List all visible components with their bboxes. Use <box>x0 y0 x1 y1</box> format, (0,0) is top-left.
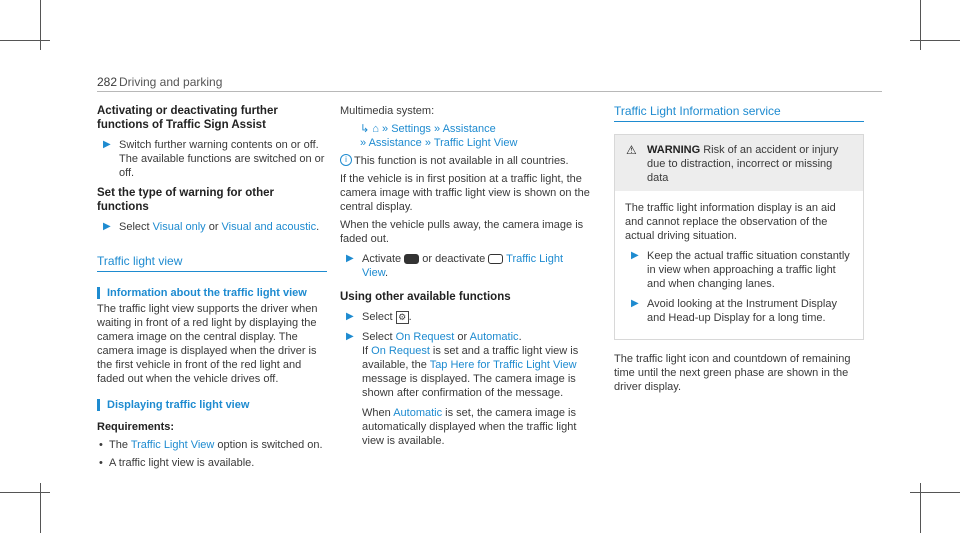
step <box>97 138 327 180</box>
message-tap-here[interactable]: Tap Here for Traffic Light View <box>429 359 577 371</box>
step-text: . <box>385 267 389 279</box>
section-title-traffic-light-info: Traffic Light Information service <box>614 104 781 118</box>
step <box>97 220 327 234</box>
column-3 <box>614 104 864 398</box>
option-automatic[interactable]: Automatic <box>469 331 519 343</box>
menu-path <box>340 136 590 150</box>
step-arrow-icon: ▶ <box>103 139 111 150</box>
chevron-icon: » <box>382 123 389 135</box>
warning-text: Risk of an accident or injury due to distraction, incorrect or missing data <box>647 144 839 184</box>
header-rule <box>97 91 882 92</box>
link-traffic-light-view[interactable]: Traffic Light View <box>362 253 563 279</box>
crop-mark <box>920 483 921 533</box>
paragraph: If the vehicle is in first position at a traffic light, the camera image with traffic light view is shown on the central display. <box>340 173 590 213</box>
menu-path <box>340 122 590 136</box>
step-arrow-icon: ▶ <box>103 221 111 232</box>
list-text: option is switched on. <box>214 439 323 451</box>
warning-body <box>615 191 863 339</box>
info-text: This function is not available in all countries. <box>354 155 569 167</box>
step-text: Select <box>362 311 396 323</box>
step <box>340 330 590 448</box>
step-text: or <box>205 221 222 233</box>
heading-warning-type: Set the type of warning for other functions <box>97 187 274 213</box>
crop-mark <box>0 492 50 493</box>
step <box>625 249 853 291</box>
list-text: The <box>109 439 131 451</box>
warning-label: WARNING <box>647 144 701 156</box>
crop-mark <box>920 0 921 50</box>
section-title-traffic-light-view: Traffic light view <box>97 254 183 268</box>
crop-mark <box>910 492 960 493</box>
column-1 <box>97 104 327 474</box>
step <box>625 297 853 325</box>
column-2 <box>340 104 590 454</box>
paragraph: The traffic light view supports the driver when waiting in front of a red light by displaying the camera image on the central display. The camera image is displayed when the driver is the first vehicle in front of the red light and faded out when the vehicle drives off. <box>97 303 318 385</box>
subheading-displaying: Displaying traffic light view <box>97 398 327 412</box>
step-note: The available functions are switched on or off. <box>119 153 325 179</box>
step-text: or <box>454 331 470 343</box>
option-on-request[interactable]: On Request <box>371 345 430 357</box>
step-text: Keep the actual traffic situation constantly in view when approaching a traffic light and when changing lanes. <box>647 250 850 290</box>
heading-other-functions: Using other available functions <box>340 291 511 303</box>
requirements-label: Requirements: <box>97 421 175 433</box>
subheading-information: Information about the traffic light view <box>97 286 327 300</box>
list-item <box>97 438 327 452</box>
step <box>340 252 590 280</box>
crop-mark <box>40 483 41 533</box>
step-text: . <box>408 311 412 323</box>
home-icon[interactable]: ⌂ <box>372 123 379 135</box>
step-arrow-icon: ▶ <box>346 311 354 322</box>
gear-icon[interactable]: ⚙ <box>396 311 409 324</box>
chevron-icon: » <box>424 137 431 149</box>
toggle-on-icon[interactable] <box>404 254 419 264</box>
list-item: • A traffic light view is available. <box>97 456 327 470</box>
step-detail <box>362 344 590 400</box>
paragraph: When the vehicle pulls away, the camera image is faded out. <box>340 219 584 245</box>
link-traffic-light-view[interactable]: Traffic Light View <box>130 439 215 451</box>
path-traffic-light-view[interactable]: Traffic Light View <box>433 137 518 149</box>
step-text: Avoid looking at the Instrument Display and Head-up Display for a long time. <box>647 298 837 324</box>
step-text: Switch further warning contents on or off. <box>119 139 319 151</box>
crop-mark <box>40 0 41 50</box>
crop-mark <box>910 40 960 41</box>
step-arrow-icon: ▶ <box>631 298 639 309</box>
chevron-icon: » <box>434 123 441 135</box>
warning-box <box>614 134 864 340</box>
step-text: Select <box>119 221 153 233</box>
step-text: When <box>362 407 394 419</box>
warning-icon: ⚠ <box>626 143 637 157</box>
path-arrow-icon: ↳ <box>360 123 370 135</box>
step-detail <box>362 406 590 448</box>
step-text: is set and a traffic light view is available, the <box>362 345 579 371</box>
path-assistance[interactable]: Assistance <box>442 123 496 135</box>
step-arrow-icon: ▶ <box>346 253 354 264</box>
path-settings[interactable]: Settings <box>391 123 431 135</box>
system-label: Multimedia system: <box>340 105 435 117</box>
section-rule <box>614 121 864 122</box>
paragraph: The traffic light information display is an aid and cannot replace the observation of the actual driving situation. <box>625 202 836 242</box>
step-text: . <box>518 331 522 343</box>
chapter-title: Driving and parking <box>119 75 223 89</box>
option-visual-acoustic[interactable]: Visual and acoustic <box>221 221 317 233</box>
option-visual-only[interactable]: Visual only <box>152 221 206 233</box>
step-text: message is displayed. The camera image is shown after confirmation of the message. <box>362 373 576 399</box>
info-icon: i <box>340 154 352 166</box>
section-rule <box>97 271 327 272</box>
paragraph: The traffic light icon and countdown of remaining time until the next green phase are shown in the driver display. <box>614 353 851 393</box>
step-text: is set, the camera image is automatically displayed when the traffic light view is available. <box>362 407 577 447</box>
step-arrow-icon: ▶ <box>631 250 639 261</box>
step-text: Activate <box>362 253 405 265</box>
warning-header <box>615 135 863 191</box>
step-text: Select <box>362 331 396 343</box>
chevron-icon: » <box>360 137 367 149</box>
crop-mark <box>0 40 50 41</box>
path-assistance[interactable]: Assistance <box>368 137 422 149</box>
step <box>340 310 590 324</box>
heading-further-functions: Activating or deactivating further functions of Traffic Sign Assist <box>97 105 278 131</box>
option-automatic[interactable]: Automatic <box>393 407 443 419</box>
toggle-off-icon[interactable] <box>488 254 503 264</box>
option-on-request[interactable]: On Request <box>395 331 455 343</box>
step-text: If <box>362 345 372 357</box>
step-arrow-icon: ▶ <box>346 331 354 342</box>
info-note <box>340 154 590 168</box>
step-text: or deactivate <box>419 253 489 265</box>
page-number: 282 <box>97 75 118 89</box>
step-text: . <box>316 221 320 233</box>
